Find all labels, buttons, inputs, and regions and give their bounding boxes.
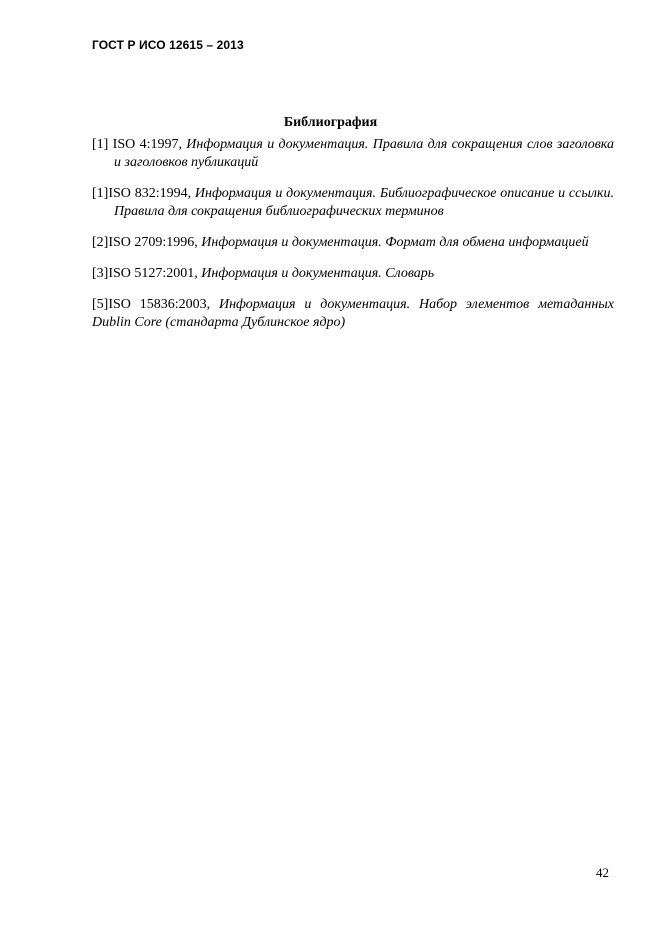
entry-title: Информация и документация. Набор элементов метаданных Dublin Core (стандарта Дублинское ядро) [92,297,614,330]
entry-title: Информация и документация. Словарь [197,266,435,281]
entry-standard: ISO 15836:2003, [108,297,211,312]
entry-number: [1] [92,186,109,201]
entry-standard: ISO 2709:1996, [108,235,198,250]
bibliography-entry [92,234,614,252]
entry-title: Информация и документация. Библиографическое описание и ссылки. Правила для сокращения библиографических терминов [114,186,614,219]
entry-number: [1] [92,137,109,152]
bibliography-entry [92,265,614,283]
entry-number: [2] [92,235,109,250]
page-number: 42 [596,865,609,880]
entry-title: Информация и документация. Правила для сокращения слов заголовка и заголовков публикаций [114,137,614,170]
bibliography-entry [92,136,614,172]
bibliography-title: Библиография [283,115,378,130]
entry-standard: ISO 4:1997, [108,137,182,152]
bibliography-entry [92,185,614,221]
entry-number: [3] [92,266,109,281]
entry-standard: ISO 5127:2001, [108,266,198,281]
entry-title: Информация и документация. Формат для обмена информацией [197,235,589,250]
entry-standard: ISO 832:1994, [108,186,192,201]
entry-number: [5] [92,297,109,312]
document-code-header: ГОСТ Р ИСО 12615 – 2013 [92,38,244,52]
bibliography-entry [92,296,614,332]
bibliography-list [92,136,614,345]
